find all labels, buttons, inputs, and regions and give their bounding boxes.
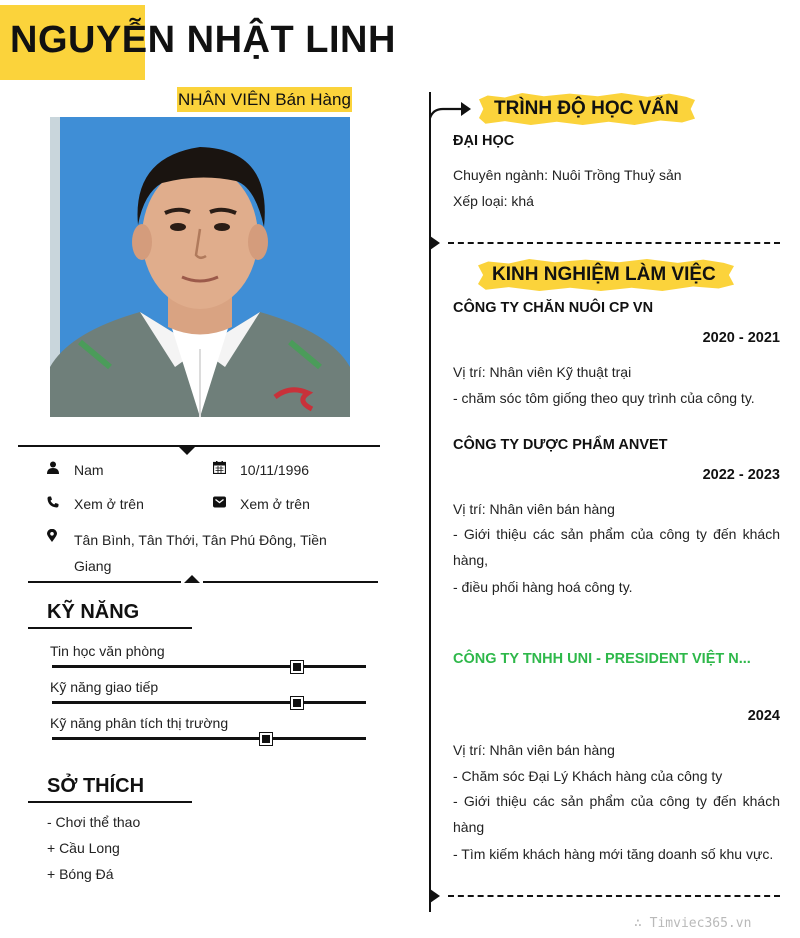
job-years: 2024 — [747, 708, 780, 724]
job-description-line: - Tìm kiếm khách hàng mới tăng doanh số khu vực. — [453, 846, 774, 862]
job-description-line: - điều phối hàng hoá công ty. — [453, 579, 633, 595]
job-description-line: - Giới thiệu các sản phẩm của công ty đến khách hàng, — [453, 526, 780, 568]
skill-label: Tin học văn phòng — [50, 643, 165, 659]
candidate-name: NGUYỄN NHẬT LINH — [10, 19, 396, 61]
skill-level-knob — [291, 697, 303, 709]
hobby-item: - Chơi thể thao — [47, 814, 141, 830]
phone-value: Xem ở trên — [74, 496, 144, 512]
job-position: Vị trí: Nhân viên Kỹ thuật trại — [453, 364, 632, 380]
skill-bar — [52, 701, 366, 704]
user-icon — [47, 461, 61, 475]
map-pin-icon — [47, 529, 61, 543]
job-position: Vị trí: Nhân viên bán hàng — [453, 742, 615, 758]
skills-title: KỸ NĂNG — [47, 601, 140, 623]
email-value: Xem ở trên — [240, 496, 310, 512]
job-description-line: - Giới thiệu các sản phẩm của công ty đến khách hàng — [453, 793, 780, 835]
job-position: Vị trí: Nhân viên bán hàng — [453, 501, 615, 517]
job-years: 2020 - 2021 — [702, 330, 780, 346]
divider-arrow-up — [184, 575, 200, 583]
phone-icon — [47, 495, 61, 509]
education-degree: ĐẠI HỌC — [453, 133, 515, 149]
section-divider — [448, 895, 780, 897]
hobby-item: + Bóng Đá — [47, 866, 114, 882]
hobbies-underline — [28, 801, 192, 803]
skill-bar — [52, 737, 366, 740]
job-description-line: - Chăm sóc Đại Lý Khách hàng của công ty — [453, 768, 723, 784]
timeline-line — [429, 92, 431, 912]
education-title: TRÌNH ĐỘ HỌC VẤN — [494, 98, 679, 119]
hobbies-title: SỞ THÍCH — [47, 775, 145, 797]
skills-underline — [28, 627, 192, 629]
timeline-arrow-icon — [429, 98, 473, 125]
birthday-value: 10/11/1996 — [240, 462, 310, 478]
envelope-icon — [213, 495, 227, 509]
hobby-item: + Cầu Long — [47, 840, 120, 856]
experience-title: KINH NGHIỆM LÀM VIỆC — [492, 264, 716, 285]
job-company: CÔNG TY DƯỢC PHẨM ANVET — [453, 437, 668, 453]
info-top-divider — [18, 445, 380, 447]
job-title: NHÂN VIÊN Bán Hàng — [177, 87, 352, 112]
timeline-marker — [430, 889, 440, 903]
skill-level-knob — [260, 733, 272, 745]
job-years: 2022 - 2023 — [702, 467, 780, 483]
skill-level-knob — [291, 661, 303, 673]
skill-label: Kỹ năng phân tích thị trường — [50, 715, 229, 731]
divider-arrow-down — [179, 447, 195, 455]
section-divider — [448, 242, 780, 244]
gender-value: Nam — [74, 462, 104, 478]
education-major: Chuyên ngành: Nuôi Trồng Thuỷ sản — [453, 167, 682, 183]
skill-label: Kỹ năng giao tiếp — [50, 679, 159, 695]
profile-photo — [50, 117, 350, 417]
info-bottom-divider-left — [28, 581, 181, 583]
timeline-marker — [430, 236, 440, 250]
job-description-line: - chăm sóc tôm giống theo quy trình của công ty. — [453, 390, 755, 406]
job-company: CÔNG TY CHĂN NUÔI CP VN — [453, 300, 654, 316]
job-company-highlighted: CÔNG TY TNHH UNI - PRESIDENT VIỆT N... — [453, 651, 751, 667]
education-rank: Xếp loại: khá — [453, 193, 534, 209]
info-bottom-divider-right — [203, 581, 378, 583]
site-watermark: ∴ Timviec365.vn — [634, 916, 752, 931]
address-value: Tân Bình, Tân Thới, Tân Phú Đông, Tiền Giang — [74, 532, 327, 574]
calendar-icon — [213, 461, 227, 475]
skill-bar — [52, 665, 366, 668]
